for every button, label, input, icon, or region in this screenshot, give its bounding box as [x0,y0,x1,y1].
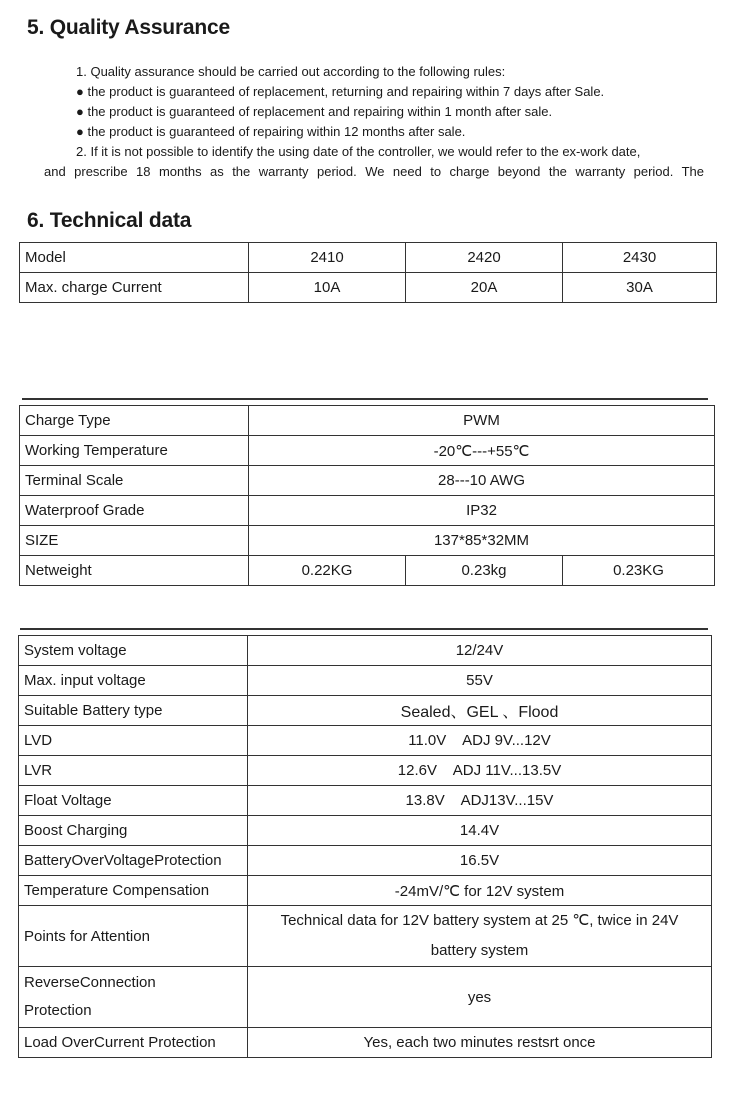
table-row [19,756,712,786]
cell-value: 16.5V [248,846,712,876]
cell-value: Yes, each two minutes restsrt once [248,1028,712,1058]
row-label: Max. charge Current [20,273,249,303]
row-label: Terminal Scale [20,466,249,496]
row-label: Float Voltage [19,786,248,816]
row-label: LVR [19,756,248,786]
table-row [20,243,717,273]
cell-value: 55V [248,666,712,696]
cell-value: Sealed、GEL 、Flood [248,696,712,726]
table-row [19,846,712,876]
row-label: Waterproof Grade [20,496,249,526]
table-row [19,636,712,666]
cell-value: 0.23KG [563,556,715,586]
cell-value: 28---10 AWG [249,466,715,496]
row-label: Charge Type [20,406,249,436]
cell-value: 10A [249,273,406,303]
model-table [19,242,717,303]
cell-value: -24mV/℃ for 12V system [248,876,712,906]
cell-value: 0.22KG [249,556,406,586]
cell-value: Technical data for 12V battery system at 25 ℃, twice in 24V battery system [248,906,712,967]
cell-value: 12.6V ADJ 11V...13.5V [248,756,712,786]
row-label: System voltage [19,636,248,666]
row-label: ReverseConnection Protection [19,967,248,1028]
row-label: LVD [19,726,248,756]
cell-value: 12/24V [248,636,712,666]
table-row [19,1028,712,1058]
table-row [20,466,715,496]
table-row [20,273,717,303]
table-row [19,906,712,967]
cell-value: PWM [249,406,715,436]
divider [20,628,708,630]
cell-value: 137*85*32MM [249,526,715,556]
row-label: Points for Attention [19,906,248,967]
section5-title: 5. Quality Assurance [27,16,230,39]
qa-line: ● the product is guaranteed of repairing within 12 months after sale. [76,124,466,139]
row-label: Working Temperature [20,436,249,466]
cell-value: -20℃---+55℃ [249,436,715,466]
row-label: Boost Charging [19,816,248,846]
cell-value: 2410 [249,243,406,273]
qa-line: 2. If it is not possible to identify the using date of the controller, we would refer to the ex-work date, [76,144,641,159]
row-label: BatteryOverVoltageProtection [19,846,248,876]
table-row [20,406,715,436]
table-row [19,786,712,816]
row-label: Temperature Compensation [19,876,248,906]
table-row [19,666,712,696]
table-row [19,726,712,756]
row-label: SIZE [20,526,249,556]
row-label: Netweight [20,556,249,586]
spec-table [19,405,715,586]
cell-value: yes [248,967,712,1028]
row-label: Suitable Battery type [19,696,248,726]
cell-value: IP32 [249,496,715,526]
quality-assurance-text [44,62,704,182]
table-row [19,967,712,1028]
row-label: Load OverCurrent Protection [19,1028,248,1058]
divider [22,398,708,400]
cell-value: 30A [563,273,717,303]
qa-line: and prescribe 18 months as the warranty period. We need to charge beyond the warranty period. The [44,164,704,179]
table-row [19,696,712,726]
cell-value: 14.4V [248,816,712,846]
qa-line: ● the product is guaranteed of replacement, returning and repairing within 7 days after Sale. [76,84,605,99]
qa-line: 1. Quality assurance should be carried out according to the following rules: [76,64,506,79]
table-row [20,436,715,466]
cell-value: 20A [406,273,563,303]
table-row [20,556,715,586]
qa-line: ● the product is guaranteed of replacement and repairing within 1 month after sale. [76,104,553,119]
table-row [19,876,712,906]
table-row [19,816,712,846]
row-label: Model [20,243,249,273]
section6-title: 6. Technical data [27,209,192,232]
table-row [20,496,715,526]
cell-value: 11.0V ADJ 9V...12V [248,726,712,756]
parameter-table [18,635,712,1058]
cell-value: 0.23kg [406,556,563,586]
cell-value: 13.8V ADJ13V...15V [248,786,712,816]
cell-value: 2420 [406,243,563,273]
cell-value: 2430 [563,243,717,273]
table-row [20,526,715,556]
row-label: Max. input voltage [19,666,248,696]
